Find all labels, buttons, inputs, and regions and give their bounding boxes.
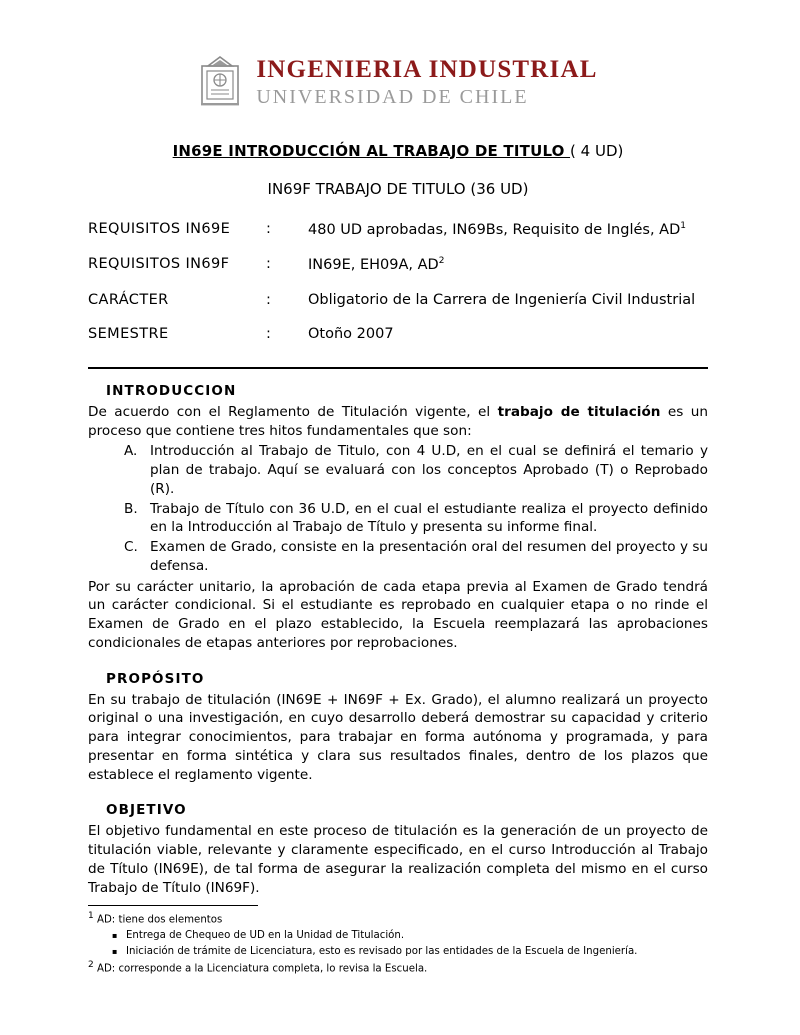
footnote-2-text: AD: corresponde a la Licenciatura completa, lo revisa la Escuela. [93, 963, 428, 975]
list-item-text: Trabajo de Título con 36 U.D, en el cual el estudiante realiza el proyecto definido en la Introducción al Trabajo de Título y presenta su informe final. [150, 500, 708, 536]
meta-row-requisitos-in69e [88, 220, 708, 240]
list-item [124, 538, 708, 576]
meta-label: CARÁCTER [88, 291, 169, 308]
list-item-text: Introducción al Trabajo de Titulo, con 4 U.D, en el cual se definirá el temario y plan de trabajo. Aquí se evaluará con los conceptos Aprobado (T) o Reprobado (R). [150, 443, 708, 497]
footnote-divider [88, 905, 258, 906]
meta-value: Obligatorio de la Carrera de Ingeniería Civil Industrial [308, 291, 696, 308]
course-meta-table [88, 220, 708, 345]
list-item [124, 442, 708, 498]
footnote-1-bullet-1 [112, 928, 708, 943]
logo-header [88, 56, 708, 108]
footnote-2 [88, 959, 708, 977]
meta-colon: : [266, 221, 271, 237]
meta-label: REQUISITOS IN69E [88, 221, 231, 237]
list-item-marker: B. [124, 500, 138, 517]
page-title-in69e-main: IN69E INTRODUCCIÓN AL TRABAJO DE TITULO [172, 142, 571, 160]
meta-value-text: 480 UD aprobadas, IN69Bs, Requisito de Inglés, AD [308, 221, 681, 238]
footnote-1-bullet-1-text: Entrega de Chequeo de UD en la Unidad de Titulación. [126, 930, 405, 942]
intro-p1-b: es un proceso que contiene tres hitos fundamentales que son: [88, 403, 709, 439]
introduccion-hitos-list [88, 442, 708, 575]
meta-value [308, 255, 708, 275]
meta-value [308, 220, 708, 240]
introduccion-paragraph-2: Por su carácter unitario, la aprobación de cada etapa previa al Examen de Grado tendrá un carácter condicional. Si el estudiante es reprobado en cualquier etapa o no rinde el Examen de Grado en el plazo establecido, la Escuela reemplazará las aprobaciones condicionales de etapas anteriores por reprobaciones. [88, 578, 708, 651]
meta-row-caracter [88, 291, 708, 311]
square-bullet-icon: ▪ [112, 931, 118, 941]
footnote-1-marker: 1 [88, 911, 94, 922]
meta-row-semestre [88, 325, 708, 345]
introduccion-paragraph-1 [88, 403, 708, 441]
intro-p1-bold: trabajo de titulación [497, 403, 661, 420]
proposito-paragraph: En su trabajo de titulación (IN69E + IN69F + Ex. Grado), el alumno realizará un proyecto original o una investigación, en cuyo desarrollo deberá demostrar su capacidad y criterio para integrar conocimientos, para trabajar en forma autónoma y programada, y para presentar en forma sintética y clara sus resultados finales, dentro de los plazos que establece el reglamento vigente. [88, 691, 708, 783]
meta-colon: : [266, 256, 271, 273]
intro-p1-a: De acuerdo con el Reglamento de Titulación vigente, el [88, 403, 498, 420]
objetivo-paragraph: El objetivo fundamental en este proceso de titulación es la generación de un proyecto de titulación viable, relevante y claramente especificado, en el curso Introducción al Trabajo de Título (IN69E), de tal forma de asegurar la realización completa del mismo en el curso Trabajo de Título (IN69F). [88, 823, 708, 896]
footnote-1-bullet-2 [112, 944, 708, 959]
meta-label: SEMESTRE [88, 326, 169, 343]
logo-subtitle: UNIVERSIDAD DE CHILE [256, 86, 529, 108]
page-title-in69e [88, 142, 708, 160]
meta-colon: : [266, 291, 271, 308]
footnote-1-bullet-2-text: Iniciación de trámite de Licenciatura, esto es revisado por las entidades de la Escuela de Ingeniería. [126, 945, 638, 957]
universidad-de-chile-crest-icon [198, 56, 242, 108]
footnote-2-marker: 2 [88, 959, 94, 970]
section-divider [88, 367, 708, 369]
meta-label: REQUISITOS IN69F [88, 256, 230, 273]
footnote-ref: 2 [438, 256, 445, 267]
page-title-in69e-units: ( 4 UD) [570, 142, 624, 160]
list-item-text: Examen de Grado, consiste en la presentación oral del resumen del proyecto y su defensa. [150, 539, 709, 574]
section-heading-objetivo: OBJETIVO [106, 802, 187, 819]
logo-wordmark [256, 57, 597, 107]
section-heading-proposito: PROPÓSITO [106, 670, 205, 687]
meta-colon: : [266, 326, 271, 343]
footnotes [88, 905, 708, 977]
meta-row-requisitos-in69f [88, 255, 708, 275]
section-heading-introduccion: INTRODUCCION [106, 382, 237, 399]
page-title-in69f [88, 180, 708, 198]
meta-value-text: IN69E, EH09A, AD [308, 257, 439, 274]
page-title-in69f-main: IN69F TRABAJO DE TITULO [267, 180, 471, 198]
list-item-marker: A. [124, 443, 138, 460]
square-bullet-icon: ▪ [112, 946, 118, 956]
list-item-marker: C. [124, 539, 138, 556]
meta-value: Otoño 2007 [308, 326, 394, 343]
logo-title: INGENIERIA INDUSTRIAL [256, 56, 598, 83]
footnote-1-text: AD: tiene dos elementos [93, 914, 223, 926]
footnote-ref: 1 [680, 221, 686, 231]
footnote-1 [88, 910, 708, 928]
page-title-in69f-units: (36 UD) [470, 180, 529, 198]
list-item [124, 500, 708, 538]
